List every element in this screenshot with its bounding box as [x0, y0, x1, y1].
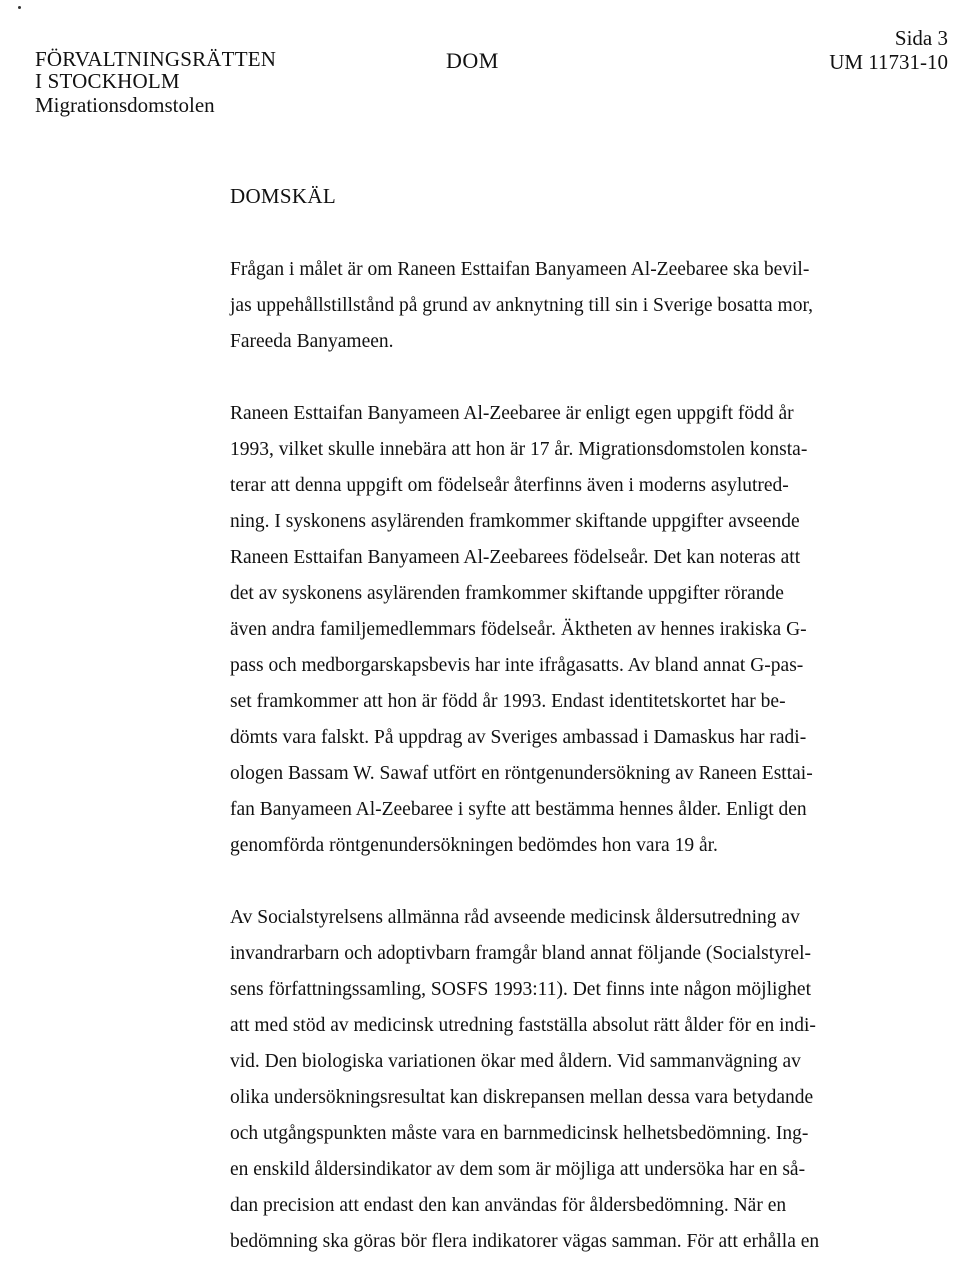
paragraph — [230, 252, 880, 360]
text-line: ologen Bassam W. Sawaf utfört en röntgenundersökning av Raneen Esttai- — [230, 763, 813, 784]
text-line: Av Socialstyrelsens allmänna råd avseende medicinsk åldersutredning av — [230, 907, 800, 928]
text-line: bedömning ska göras bör flera indikatorer vägas samman. För att erhålla en — [230, 1231, 820, 1252]
text-line: ning. I syskonens asylärenden framkommer skiftande uppgifter avseende — [230, 511, 800, 532]
court-name-line1: FÖRVALTNINGSRÄTTEN — [35, 47, 277, 71]
text-line: jas uppehållstillstånd på grund av anknytning till sin i Sverige bosatta mor, — [230, 295, 814, 316]
page-reference — [829, 26, 948, 74]
text-line: pass och medborgarskapsbevis har inte ifrågasatts. Av bland annat G-pas- — [230, 655, 804, 676]
paragraph — [230, 900, 880, 1260]
text-line: set framkommer att hon är född år 1993. Endast identitetskortet har be- — [230, 691, 786, 712]
text-line: 1993, vilket skulle innebära att hon är 17 år. Migrationsdomstolen konsta- — [230, 439, 808, 460]
text-line: en enskild åldersindikator av dem som är möjliga att undersöka har en så- — [230, 1159, 806, 1180]
text-line: genomförda röntgenundersökningen bedömdes hon vara 19 år. — [230, 835, 718, 856]
text-line: Fareeda Banyameen. — [230, 331, 394, 352]
text-line: även andra familjemedlemmars födelseår. Äktheten av hennes irakiska G- — [230, 619, 807, 640]
court-division: Migrationsdomstolen — [35, 93, 215, 117]
text-line: olika undersökningsresultat kan diskrepansen mellan dessa vara betydande — [230, 1087, 814, 1108]
text-line: Frågan i målet är om Raneen Esttaifan Banyameen Al-Zeebaree ska bevil- — [230, 259, 810, 280]
text-line: terar att denna uppgift om födelseår återfinns även i moderns asylutred- — [230, 475, 789, 496]
text-line: dömts vara falskt. På uppdrag av Sveriges ambassad i Damaskus har radi- — [230, 727, 807, 748]
page-number: Sida 3 — [894, 26, 948, 50]
text-line: dan precision att endast den kan användas för åldersbedömning. När en — [230, 1195, 787, 1216]
document-type: DOM — [446, 48, 499, 73]
text-line: fan Banyameen Al-Zeebaree i syfte att bestämma hennes ålder. Enligt den — [230, 799, 807, 820]
text-line: Raneen Esttaifan Banyameen Al-Zeebarees födelseår. Det kan noteras att — [230, 547, 801, 568]
case-number: UM 11731-10 — [829, 50, 948, 74]
text-line: Raneen Esttaifan Banyameen Al-Zeebaree är enligt egen uppgift född år — [230, 403, 794, 424]
scan-speck — [18, 6, 21, 9]
text-line: det av syskonens asylärenden framkommer skiftande uppgifter rörande — [230, 583, 784, 604]
paragraph — [230, 396, 880, 864]
text-line: sens författningssamling, SOSFS 1993:11). Det finns inte någon möjlighet — [230, 979, 812, 1000]
text-line: vid. Den biologiska variationen ökar med åldern. Vid sammanvägning av — [230, 1051, 801, 1072]
text-line: invandrarbarn och adoptivbarn framgår bland annat följande (Socialstyrel- — [230, 943, 811, 964]
text-line: att med stöd av medicinsk utredning fastställa absolut rätt ålder för en indi- — [230, 1015, 816, 1036]
text-line: och utgångspunkten måste vara en barnmedicinsk helhetsbedömning. Ing- — [230, 1123, 809, 1144]
court-name-line2: I STOCKHOLM — [35, 69, 180, 93]
section-heading: DOMSKÄL — [230, 184, 336, 208]
court-header — [35, 48, 276, 116]
